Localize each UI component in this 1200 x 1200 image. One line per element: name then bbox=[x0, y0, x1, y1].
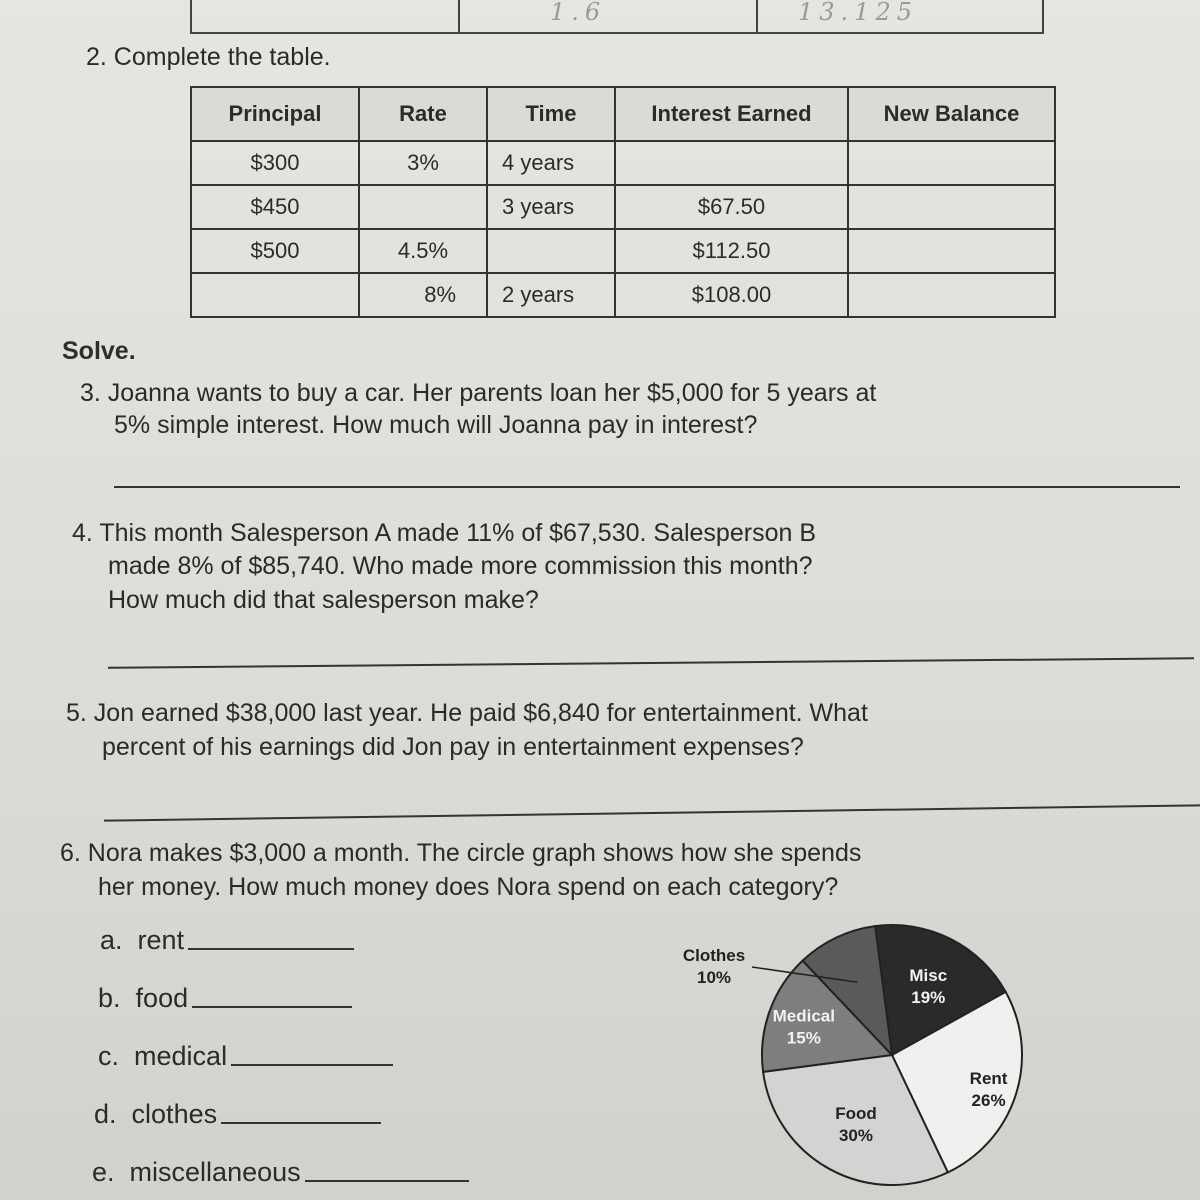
question-4-line-2: made 8% of $85,740. Who made more commission this month? bbox=[108, 552, 813, 580]
pie-value-label: 15% bbox=[786, 1028, 821, 1048]
item-letter: d. bbox=[94, 1099, 117, 1129]
table-cell bbox=[848, 273, 1055, 317]
table-row bbox=[191, 273, 1055, 317]
answer-blank[interactable] bbox=[192, 1006, 352, 1008]
question-3-line-2: 5% simple interest. How much will Joanna pay in interest? bbox=[114, 411, 758, 439]
list-item bbox=[98, 1041, 393, 1072]
item-label: clothes bbox=[131, 1099, 218, 1129]
table-cell: 3% bbox=[359, 141, 487, 185]
list-item bbox=[92, 1157, 469, 1188]
item-letter: b. bbox=[98, 983, 121, 1013]
previous-table-bottom bbox=[190, 0, 1044, 34]
table-cell bbox=[615, 141, 848, 185]
answer-line-3 bbox=[114, 486, 1180, 488]
table-cell: $450 bbox=[191, 185, 359, 229]
table-cell: 2 years bbox=[487, 273, 615, 317]
table-cell: 3 years bbox=[487, 185, 615, 229]
table-cell bbox=[848, 141, 1055, 185]
answer-blank[interactable] bbox=[231, 1064, 393, 1066]
previous-table-cell bbox=[192, 0, 460, 32]
table-cell: $500 bbox=[191, 229, 359, 273]
table-cell: 4.5% bbox=[359, 229, 487, 273]
table-cell: 8% bbox=[359, 273, 487, 317]
table-cell: 4 years bbox=[487, 141, 615, 185]
column-header: Interest Earned bbox=[615, 87, 848, 141]
table-cell bbox=[848, 185, 1055, 229]
list-item bbox=[100, 925, 354, 956]
column-header: Principal bbox=[191, 87, 359, 141]
pie-value-label: 30% bbox=[838, 1126, 873, 1146]
pie-label: Medical bbox=[772, 1006, 835, 1026]
table-header-row bbox=[191, 87, 1055, 141]
list-item bbox=[98, 983, 352, 1014]
item-letter: a. bbox=[100, 925, 123, 955]
handwritten-scribble: 13.125 bbox=[798, 0, 918, 26]
list-item bbox=[94, 1099, 381, 1130]
table-row bbox=[191, 141, 1055, 185]
column-header: Time bbox=[487, 87, 615, 141]
table-cell: $108.00 bbox=[615, 273, 848, 317]
table-row bbox=[191, 229, 1055, 273]
answer-line-4 bbox=[108, 657, 1194, 668]
question-4-line-1: 4. This month Salesperson A made 11% of $67,530. Salesperson B bbox=[72, 519, 816, 547]
handwritten-scribble: 1.6 bbox=[550, 0, 607, 26]
question-4-line-3: How much did that salesperson make? bbox=[108, 586, 539, 614]
pie-value-label: 10% bbox=[696, 968, 732, 987]
item-label: food bbox=[135, 983, 189, 1013]
answer-line-5 bbox=[104, 804, 1200, 821]
item-letter: e. bbox=[92, 1157, 115, 1187]
table-cell bbox=[848, 229, 1055, 273]
pie-value-label: 19% bbox=[911, 988, 946, 1008]
table-cell bbox=[359, 185, 487, 229]
interest-table bbox=[190, 86, 1056, 318]
item-label: medical bbox=[134, 1041, 228, 1071]
question-5-line-2: percent of his earnings did Jon pay in entertainment expenses? bbox=[102, 733, 804, 761]
previous-table-cell bbox=[758, 0, 1042, 32]
question-3-line-1: 3. Joanna wants to buy a car. Her parents loan her $5,000 for 5 years at bbox=[80, 379, 877, 407]
spending-pie-chart bbox=[660, 905, 1040, 1200]
question-5-line-1: 5. Jon earned $38,000 last year. He paid $6,840 for entertainment. What bbox=[66, 699, 868, 727]
table-cell: $112.50 bbox=[615, 229, 848, 273]
pie-label: Rent bbox=[969, 1068, 1008, 1088]
table-cell: $300 bbox=[191, 141, 359, 185]
pie-label: Clothes bbox=[682, 946, 746, 965]
item-letter: c. bbox=[98, 1041, 120, 1071]
column-header: New Balance bbox=[848, 87, 1055, 141]
pie-label: Food bbox=[835, 1104, 877, 1124]
item-label: miscellaneous bbox=[129, 1157, 301, 1187]
previous-table-cell bbox=[460, 0, 758, 32]
solve-heading: Solve. bbox=[62, 337, 136, 365]
table-cell bbox=[191, 273, 359, 317]
pie-label: Misc bbox=[909, 966, 948, 986]
item-label: rent bbox=[137, 925, 185, 955]
pie-value-label: 26% bbox=[971, 1090, 1006, 1110]
table-row bbox=[191, 185, 1055, 229]
question-6-line-2: her money. How much money does Nora spend on each category? bbox=[98, 873, 839, 901]
answer-blank[interactable] bbox=[221, 1122, 381, 1124]
column-header: Rate bbox=[359, 87, 487, 141]
question-6-line-1: 6. Nora makes $3,000 a month. The circle graph shows how she spends bbox=[60, 839, 862, 867]
answer-blank[interactable] bbox=[305, 1180, 469, 1182]
question-2-title: 2. Complete the table. bbox=[86, 43, 331, 71]
answer-blank[interactable] bbox=[188, 948, 354, 950]
table-cell: $67.50 bbox=[615, 185, 848, 229]
table-cell bbox=[487, 229, 615, 273]
